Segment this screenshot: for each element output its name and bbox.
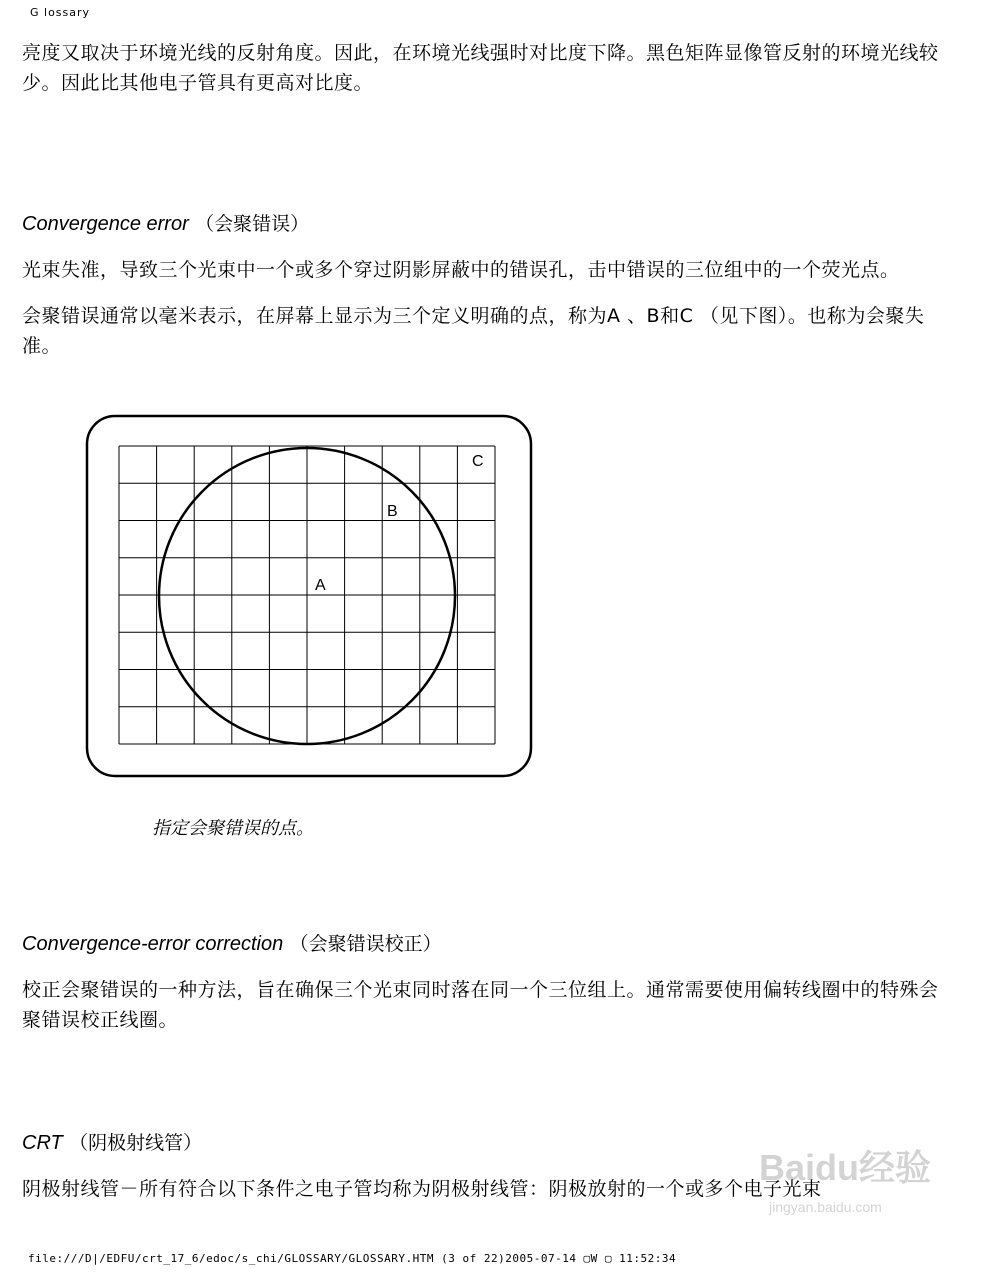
point-c-label: C (472, 453, 484, 470)
screen-frame (87, 416, 531, 776)
page-header-title: G lossary (30, 6, 91, 19)
term-en: Convergence error (22, 213, 189, 235)
page-footer: file:///D|/EDFU/crt_17_6/edoc/s_chi/GLOSSARY/GLOSSARY.HTM (3 of 22)2005-07-14 ▢W ▢ 11:52:34 (28, 1252, 677, 1265)
convergence-error-detail: 会聚错误通常以毫米表示，在屏幕上显示为三个定义明确的点，称为A 、B和C （见下图）。也称为会聚失准。 (22, 305, 925, 357)
term-convergence-error-correction (22, 928, 952, 959)
point-a-label: A (315, 577, 326, 594)
convergence-diagram (85, 414, 533, 778)
watermark-brand: Baidu经验 (759, 1147, 932, 1188)
term-en: Convergence-error correction (22, 933, 284, 955)
convergence-error-definition: 光束失准，导致三个光束中一个或多个穿过阴影屏蔽中的错误孔，击中错误的三位组中的一个荧光点。 (22, 259, 900, 281)
term-en: CRT (22, 1132, 63, 1154)
term-zh: （阴极射线管） (69, 1132, 203, 1154)
watermark-url: jingyan.baidu.com (769, 1199, 882, 1215)
intro-paragraph: 亮度又取决于环境光线的反射角度。因此，在环境光线强时对比度下降。黑色矩阵显像管反射的环境光线较少。因此比其他电子管具有更高对比度。 (22, 42, 939, 94)
glossary-content (22, 38, 952, 361)
term-zh: （会聚错误校正） (289, 933, 442, 955)
section-convergence-error-correction (22, 928, 952, 1035)
term-zh: （会聚错误） (195, 213, 310, 235)
point-b-label: B (387, 503, 398, 520)
crt-definition: 阴极射线管－所有符合以下条件之电子管均称为阴极射线管：阴极放射的一个或多个电子光束 (22, 1178, 822, 1200)
figure-caption: 指定会聚错误的点。 (152, 818, 314, 839)
convergence-error-correction-definition: 校正会聚错误的一种方法，旨在确保三个光束同时落在同一个三位组上。通常需要使用偏转线圈中的特殊会聚错误校正线圈。 (22, 979, 939, 1031)
baidu-watermark (759, 1140, 949, 1220)
term-convergence-error (22, 208, 952, 239)
